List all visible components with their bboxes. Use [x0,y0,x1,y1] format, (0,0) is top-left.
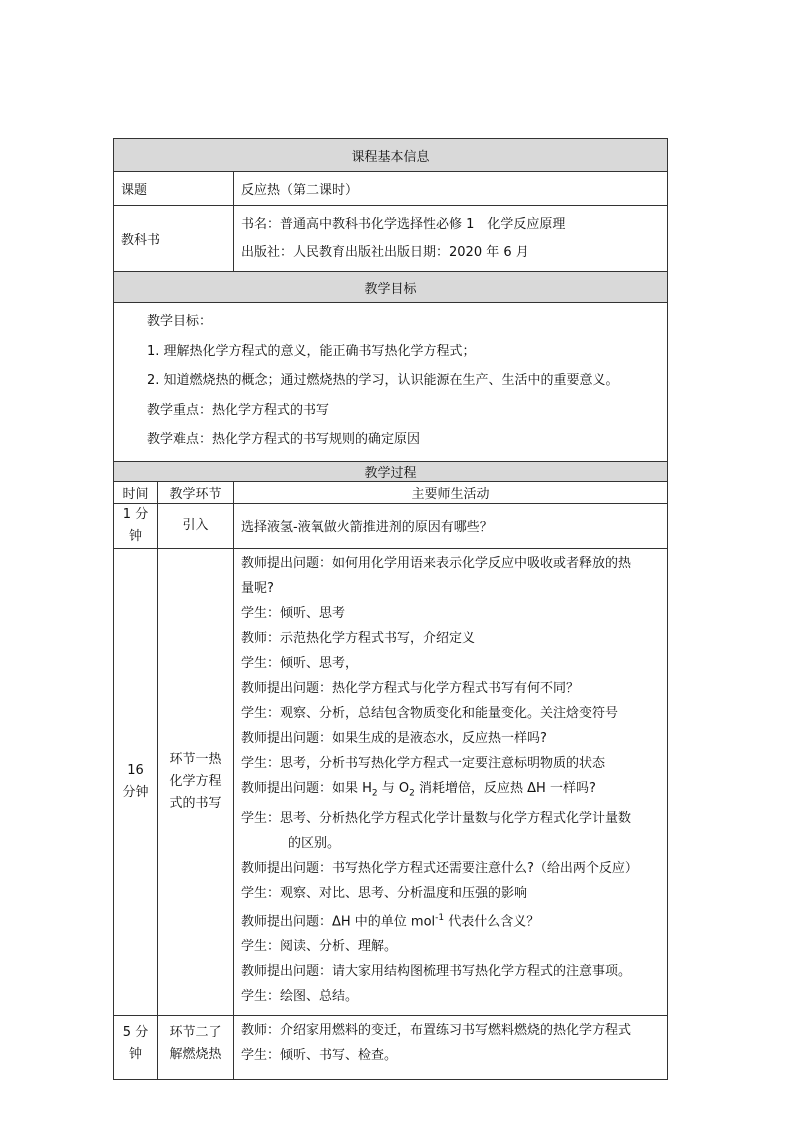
topic-label: 课题 [114,172,234,206]
activity-line: 学生：观察、对比、思考、分析温度和压强的影响 [241,886,528,902]
activity-line: 教师提出问题：热化学方程式与化学方程式书写有何不同？ [241,680,580,696]
activity-line: 教师提出问题：书写热化学方程式还需要注意什么?（给出两个反应） [241,861,638,877]
row-activity [234,548,668,1016]
lesson-plan-table [113,138,668,1080]
row-time [114,548,158,1016]
column-header-time: 时间 [114,481,158,503]
goal-item-1: 1. 理解热化学方程式的意义，能正确书写热化学方程式； [147,343,476,359]
row-time-text: 1 分钟 [122,506,149,544]
row-time-text: 5 分钟 [122,1025,149,1063]
superscript: -1 [435,913,445,924]
activity-text: 教师提出问题：ΔH 中的单位 mol [241,914,436,930]
goal-item-2: 2. 知道燃烧热的概念；通过燃烧热的学习，认识能源在生产、生活中的重要意义。 [147,373,619,388]
section-basic-info-header [114,139,668,172]
table-row [114,548,668,1016]
column-header-activity: 主要师生活动 [234,481,668,503]
section-goals-header [114,272,668,303]
activity-text: 消耗增倍，反应热 ΔH 一样吗? [414,780,596,796]
activity-line: 学生：思考，分析书写热化学方程式一定要注意标明物质的状态 [241,755,606,771]
row-time [114,503,158,548]
goals-block [114,303,668,462]
difficulty-point: 教学难点：热化学方程式的书写规则的确定原因 [147,432,421,447]
section-process-title: 教学过程 [364,465,417,481]
topic-value: 反应热（第二课时） [234,172,668,206]
row-activity: 选择液氢-液氧做火箭推进剂的原因有哪些？ [234,503,668,548]
textbook-info [234,206,668,272]
subscript: 2 [409,788,415,799]
activity-line: 学生：阅读、分析、理解。 [241,939,398,955]
activity-text: 教师提出问题：如果 H [241,780,372,796]
activity-text: 代表什么含义？ [444,914,540,930]
row-stage-text: 环节一热化学方程式的书写 [169,751,222,811]
key-point: 教学重点：热化学方程式的书写 [147,402,330,418]
row-time-text: 16 分钟 [122,762,149,800]
activity-line: 教师提出问题：如何用化学用语来表示化学反应中吸收或者释放的热 [241,555,632,571]
table-row [114,1016,668,1080]
row-stage [158,548,234,1016]
activity-line: 学生：倾听、思考， [241,655,359,671]
row-stage: 引入 [158,503,234,548]
activity-line: 学生：倾听、书写、检查。 [241,1048,398,1064]
row-stage [158,1016,234,1080]
activity-line [241,906,663,934]
row-activity [234,1016,668,1080]
goals-heading: 教学目标： [147,314,213,329]
activity-line: 学生：绘图、总结。 [241,989,359,1005]
row-time [114,1016,158,1080]
section-basic-info-title: 课程基本信息 [351,149,430,165]
table-row [114,503,668,548]
textbook-publisher-line: 出版社：人民教育出版社出版日期：2020 年 6 月 [241,244,529,260]
activity-line: 量呢? [241,580,274,596]
activity-line: 教师提出问题：如果生成的是液态水，反应热一样吗? [241,730,547,746]
activity-line: 学生：观察、分析，总结包含物质变化和能量变化。关注焓变符号 [241,705,619,721]
row-stage-text: 环节二了解燃烧热 [169,1025,222,1063]
activity-line: 教师提出问题：请大家用结构图梳理书写热化学方程式的注意事项。 [241,964,632,980]
textbook-label: 教科书 [114,206,234,272]
activity-line [241,776,663,807]
textbook-title-line: 书名：普通高中教科书化学选择性必修 1 化学反应原理 [241,216,566,232]
section-goals-title: 教学目标 [364,281,417,297]
activity-line: 学生：倾听、思考 [241,605,346,621]
activity-line: 的区别。 [288,836,341,852]
column-header-stage: 教学环节 [158,481,234,503]
activity-line: 教师：介绍家用燃料的变迁，布置练习书写燃料燃烧的热化学方程式 [241,1023,632,1039]
activity-text: 与 O [377,780,410,796]
activity-line: 教师：示范热化学方程式书写，介绍定义 [241,630,476,646]
subscript: 2 [371,788,378,799]
section-process-header [114,461,668,481]
activity-line: 学生：思考、分析热化学方程式化学计量数与化学方程式化学计量数 [241,811,632,827]
